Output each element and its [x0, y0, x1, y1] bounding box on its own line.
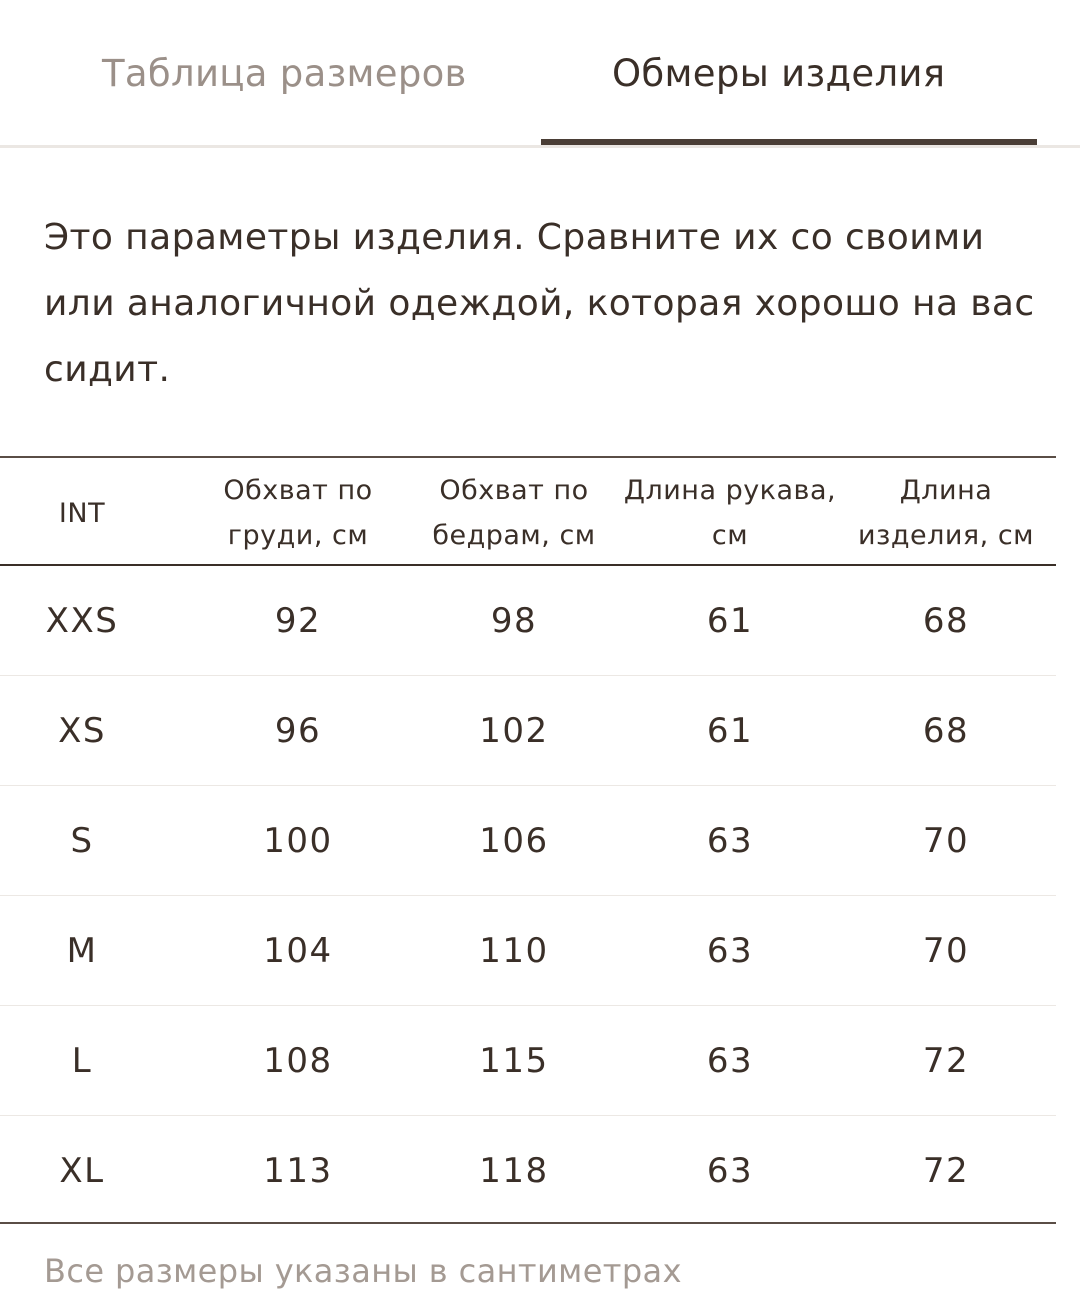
cell-chest: 104 [263, 931, 333, 971]
table-row [0, 896, 1056, 1006]
cell-size: M [66, 931, 98, 971]
active-tab-indicator [541, 139, 1037, 145]
description-text: Это параметры изделия. Сравните их со своими или аналогичной одеждой, которая хорошо на вас сидит. [44, 217, 1035, 390]
table-bottom-divider [0, 1222, 1056, 1224]
header-chest: Обхват по груди, см [223, 475, 373, 551]
cell-length: 72 [922, 1041, 970, 1081]
cell-sleeve: 61 [706, 711, 754, 751]
cell-size: XXS [45, 601, 119, 641]
footnote-text: Все размеры указаны в сантиметрах [44, 1252, 682, 1290]
header-length: Длина изделия, см [857, 475, 1035, 551]
cell-hips: 115 [479, 1041, 549, 1081]
cell-hips: 102 [479, 711, 549, 751]
cell-length: 72 [922, 1151, 970, 1191]
cell-chest: 108 [263, 1041, 333, 1081]
cell-length: 70 [922, 931, 970, 971]
cell-hips: 98 [490, 601, 538, 641]
cell-hips: 106 [479, 821, 549, 861]
cell-sleeve: 61 [706, 601, 754, 641]
table-row [0, 566, 1056, 676]
cell-sleeve: 63 [706, 1151, 754, 1191]
cell-size: L [71, 1041, 93, 1081]
cell-chest: 92 [274, 601, 322, 641]
cell-size: XS [58, 711, 106, 751]
cell-size: XL [59, 1151, 105, 1191]
cell-length: 68 [922, 711, 970, 751]
tab-bar [0, 0, 1080, 148]
cell-hips: 118 [479, 1151, 549, 1191]
tab-garment-measurements[interactable]: Обмеры изделия [612, 52, 946, 95]
cell-chest: 113 [263, 1151, 333, 1191]
header-sleeve: Длина рукава, см [623, 475, 837, 551]
table-row [0, 1116, 1056, 1226]
tab-size-table[interactable]: Таблица размеров [102, 52, 467, 95]
cell-sleeve: 63 [706, 1041, 754, 1081]
header-int: INT [58, 497, 106, 529]
cell-hips: 110 [479, 931, 549, 971]
table-row [0, 786, 1056, 896]
header-hips: Обхват по бедрам, см [432, 475, 596, 551]
cell-chest: 96 [274, 711, 322, 751]
table-row [0, 676, 1056, 786]
table-top-divider [0, 456, 1056, 458]
cell-size: S [70, 821, 94, 861]
cell-chest: 100 [263, 821, 333, 861]
cell-sleeve: 63 [706, 821, 754, 861]
cell-length: 70 [922, 821, 970, 861]
cell-sleeve: 63 [706, 931, 754, 971]
cell-length: 68 [922, 601, 970, 641]
table-row [0, 1006, 1056, 1116]
